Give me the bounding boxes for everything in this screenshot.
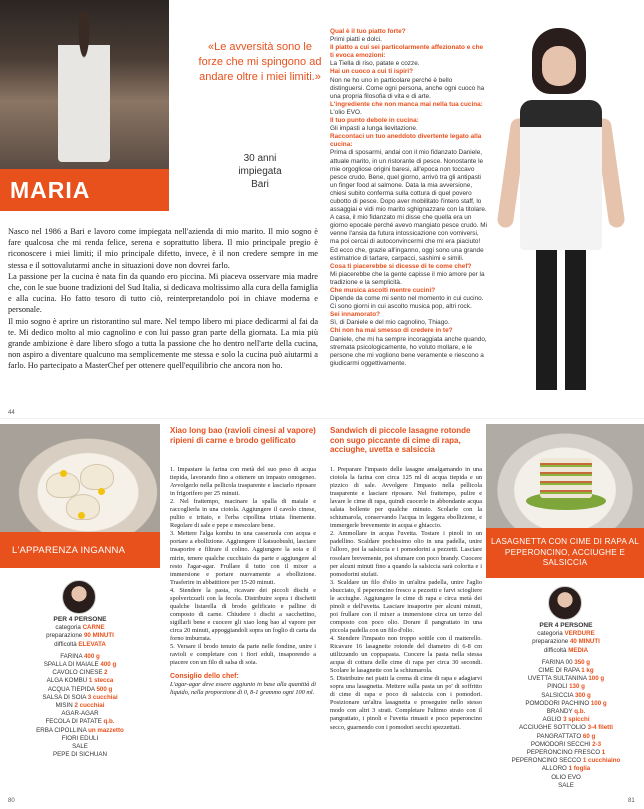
- portrait-apron: [520, 100, 602, 250]
- answer: Gli impasti a lunga lievitazione.: [330, 125, 418, 133]
- ingredient: BRANDY q.b.: [546, 708, 586, 716]
- meta-label: difficoltà: [543, 646, 567, 654]
- pull-quote: «Le avversità sono le forze che mi spingono ad andare oltre i miei limiti.»: [198, 41, 322, 83]
- recipe-step: 1. Impastare la farina con metà del suo peso di acqua tiepida, lavorando fino a ottenere un impasto omogeneo. Avvolgerlo nella pellicola trasparente e lasciarlo riposare in frigorifero per 25 minuti.: [170, 466, 316, 498]
- meta-prep: [500, 638, 632, 646]
- recipe-step: 5. Versare il brodo tenuto da parte nelle fondine, unire i ravioli e completare con i fiori eduli, insaporendo a piacere con un filo di salsa di soia.: [170, 643, 316, 667]
- recipe-step: 4. Stendere la pasta, ricavare dei piccoli dischi e spolverizzarli con la fecola. Distribuire sopra i dischetti qualche listarella di brodo gelificato e palline di composto di carne. Chiudere i dischi a sacchettino, sigillarli bene e cuocere gli xiao long bao al vapore per circa 20 minuti, appoggiandoli sopra un foglio di carta da forno imburrata.: [170, 586, 316, 642]
- question: Sei innamorato?: [330, 311, 381, 319]
- biography: [8, 226, 318, 372]
- ingredient: POMODORI PACHINO 100 g: [525, 699, 607, 707]
- recipe-step: 4. Stendere l'impasto non troppo sottile con il matterello. Ricavare 16 lasagnette rotonde del diametro di 6-8 cm utilizzando un coppapasta. Cuocere la pasta nella stessa acqua di cottura delle cime di rapa per circa 30 secondi. Scolare le lasagnette con la schiumarola.: [330, 634, 482, 675]
- portrait-face: [542, 46, 576, 86]
- meta-category: [14, 624, 146, 632]
- meta-difficulty: [14, 641, 146, 649]
- ingredient: ALGA KOMBU 1 stecca: [46, 677, 114, 685]
- ingredient: ALLORO 1 foglia: [541, 765, 591, 773]
- chef-avatar: [62, 580, 96, 614]
- answer: Daniele, che mi ha sempre incoraggiata anche quando, stremata psicologicamente, ho voluto mollare, e le persone che mi vogliono bene veramente e riescono a giudicarmi oggettivamente.: [330, 335, 487, 367]
- chef-tip: L'agar-agar deve essere aggiunto in base alla quantità di liquido, nella proporzione di 0, 8-1 grammo ogni 100 ml.: [170, 681, 316, 697]
- ingredient: ERBA CIPOLLINA un mazzetto: [36, 726, 124, 734]
- edible-flower: [60, 470, 67, 477]
- question: Il tuo punto debole in cucina:: [330, 117, 419, 125]
- dish-photo-xiao-long-bao: [0, 424, 160, 548]
- answer: Prima di sposarmi, andai con il mio fidanzato Daniele, attuale marito, in un ristorante di pesce. Nonostante le mie orgogliose origini baresi, all'epoca non toccavo pesce crudo. Bene, quel giorno, arrivò tra gli antipasti un finger food al salmone. Data la mia avversione, chiesi subito conferma sulla cottura di quel povero cubotto di pesce. Dopo aver mobilitato l'intero staff, lo assaggiai e vidi mio marito sghignazzare con la titolare. A casa, il mio fidanzato mi disse che quella era un giorno epocale perché avevo mangiato pesce crudo. Mi venne l'ansia da futura intossicazione con vomiversi, ma poi cercai di autoconvincermi che mi era piaciuto! Ed ecco che, grazie all'inganno, oggi sono una grande estimatrice di tartare, carpacci, sashimi e simili.: [330, 149, 488, 262]
- ingredient: MISIN 2 cucchiai: [55, 702, 105, 710]
- edible-flower: [78, 512, 85, 519]
- recipe-step: 1. Preparare l'impasto delle lasagne amalgamando in una ciotola la farina con circa 125 ml di acqua tiepida e un pizzico di sale. Avvolgere l'impasto nella pellicola trasparente e lasciare riposare. Nel frattempo, pulire e lavare le cime di rapa, quindi cuocerle in abbondante acqua salata bollente per qualche minuto. Scolarle con la schiumarola, conservando l'acqua in leggera ebollizione, e immergerle brevemente in acqua e ghiaccio.: [330, 466, 482, 530]
- bio-paragraph: Il mio sogno è aprire un ristorantino sul mare. Nel tempo libero mi piace dedicarmi al fai da te. Mi dedico molto al mio cagnolino e con lui passo gran parte della giornata. La mia più grande ambizione è dare libero sfogo a tutta la passione che ho dentro nell'arte della cucina, non aspiro a diventare qualcuno ma semplicemente me stessa e solo la cucina può aiutarmi a farlo. Ho partecipato a MasterChef per ottenere quell'equilibrio che ancora non ho.: [8, 316, 318, 371]
- qa-item: [330, 117, 488, 133]
- contestant-name: MARIA: [10, 176, 91, 203]
- qa-item: [330, 44, 488, 68]
- recipe-step: 2. Nel frattempo, macinare la spalla di maiale e raccoglierla in una ciotola. Aggiungere il cavolo cinese, pulito e tritato, e l'erba cipollina tritata finemente. Regolare di sale e pepe e mescolare bene.: [170, 498, 316, 530]
- question: Il piatto a cui sei particolarmente affezionato e che ti evoca emozioni:: [330, 44, 484, 60]
- meta-label: categoria: [537, 630, 563, 638]
- meta-difficulty: [500, 647, 632, 655]
- ingredient: FIORI EDULI: [61, 734, 99, 742]
- bio-paragraph: Nasco nel 1986 a Bari e lavoro come impiegata nell'azienda di mio marito. Il mio sogno è fare qualcosa che mi renda felice, serena e soprattutto libera. Il mio principale pregio è riconoscere i miei limiti; il mio principale difetto, invece, è il non credere sempre in me stessa e il sottovalutarmi anche in situazioni dove non dovrei farlo.: [8, 227, 318, 270]
- meta-label: difficoltà: [54, 640, 77, 648]
- qa-item: [330, 101, 488, 117]
- meta-prep: [14, 632, 146, 640]
- answer: Dipende da come mi sento nel momento in cui cucino. Ci sono giorni in cui ascolto musica pop, altri rock.: [330, 295, 484, 311]
- qa-item: [330, 327, 488, 367]
- servings: PER 4 PERSONE: [539, 622, 593, 629]
- lasagna-stack: [540, 458, 592, 498]
- recipe-step: 3. Mettere l'alga kombu in una casseruola con acqua e portare a ebollizione. Aggiungere il katsuobushi, lasciare insaporire e filtrare il colino. Aggiungere la soia e il mirin, tenere qualche cucchiaio da parte e aggiungere al resto l'agar-agar. Frullare il tutto con il mixer a immersione e portare nuovamente a ebollizione. Trasferire in abbattitore per 15-20 minuti.: [170, 530, 316, 586]
- answer: Mi piacerebbe che la gente capisse il mio amore per la tradizione e la semplicità.: [330, 270, 485, 286]
- ingredient: ACCIUGHE SOTT'OLIO 3-4 filetti: [518, 724, 614, 732]
- qa-item: [330, 287, 488, 311]
- dish-banner: [0, 532, 160, 568]
- page-number: 81: [628, 798, 635, 804]
- meta-label: preparazione: [532, 638, 569, 646]
- question: Che musica ascolti mentre cucini?: [330, 287, 436, 294]
- question: Qual è il tuo piatto forte?: [330, 28, 406, 35]
- ingredient: UVETTA SULTANINA 100 g: [527, 675, 605, 683]
- meta-label: categoria: [55, 624, 81, 632]
- recipe-steps: [330, 466, 482, 732]
- dish-photo-lasagnetta: [486, 424, 644, 534]
- ingredient: AGAR-AGAR: [61, 710, 99, 718]
- ingredient: SALSA DI SOIA 3 cucchiai: [42, 693, 118, 701]
- meta-value: 40 MINUTI: [569, 638, 600, 646]
- job: impiegata: [238, 166, 282, 177]
- ingredient: FECOLA DI PATATE q.b.: [45, 718, 115, 726]
- meta-value: VERDURE: [564, 630, 595, 638]
- ingredient: FARINA 400 g: [60, 652, 100, 660]
- ingredient: CAVOLO CINESE 2: [52, 669, 108, 677]
- answer: Non ne ho uno in particolare perché è bello distinguersi. Come ogni persona, anche ogni cuoco ha una propria filosofia di vita e di arte.: [330, 76, 485, 100]
- answer: Sì, di Daniele e del mio cagnolino, Thiago.: [330, 319, 450, 327]
- contestant-info: [198, 152, 322, 191]
- portrait-legs: [536, 250, 586, 390]
- ingredient: FARINA 00 350 g: [541, 658, 591, 666]
- servings: PER 4 PERSONE: [53, 616, 107, 623]
- bio-paragraph: La passione per la cucina è nata fin da quando ero piccina. Mi piaceva osservare mia madre che, con le sue buone tradizioni del Sud Italia, si dedicava moltissimo alla cura della famiglia e alla cucina. Ho fatto tesoro di tutto ciò, reinterpretandolo poi in chiave moderna e personale.: [8, 271, 318, 315]
- spread-divider: [0, 418, 644, 419]
- ingredient: PEPERONCINO SECCO 1 cucchiaino: [511, 757, 621, 765]
- contestant-portrait: [488, 22, 638, 402]
- interview: [330, 28, 488, 368]
- edible-flower: [98, 488, 105, 495]
- answer: L'olio EVO.: [330, 108, 362, 116]
- ingredient: ACQUA TIEPIDA 500 g: [47, 685, 113, 693]
- meta-label: preparazione: [46, 632, 83, 640]
- ingredient: SALE: [72, 743, 88, 751]
- ingredient: OLIO EVO: [551, 773, 581, 781]
- ingredient: PEPERONCINO FRESCO 1: [526, 749, 606, 757]
- question: Cosa ti piacerebbe si dicesse di te come chef?: [330, 262, 472, 270]
- question: Hai un cuoco a cui ti ispiri?: [330, 68, 414, 76]
- qa-item: [330, 133, 488, 263]
- recipe-step: 3. Scaldare un filo d'olio in un'altra padella, unire l'aglio sbucciato, il peperoncino fresco a pezzetti e farvi sciogliere le acciughe. Aggiungere le cime di rapa e circa metà dei pinoli e dell'uvetta. Lasciare insaporire per alcuni minuti, poi frullare con il mixer a immersione circa un terzo del composto con poco olio. Dorare il pangrattato in una piccola padella con un filo d'olio.: [330, 578, 482, 634]
- meta-value: CARNE: [82, 624, 105, 632]
- ingredient: SALSICCIA 300 g: [541, 691, 591, 699]
- age: 30 anni: [243, 153, 277, 164]
- qa-item: [330, 311, 488, 327]
- ingredient: AGLIO 3 spicchi: [542, 716, 590, 724]
- meta-value: ELEVATA: [78, 640, 106, 648]
- dish-name: L'APPARENZA INGANNA: [12, 544, 126, 556]
- ingredient: SALE: [558, 781, 574, 789]
- ingredient: SPALLA DI MAIALE 400 g: [43, 661, 117, 669]
- ingredient: PINOLI 130 g: [547, 683, 585, 691]
- kitchen-photo: [0, 0, 169, 169]
- chef-tip-title: Consiglio dello chef:: [170, 673, 239, 681]
- contestant-figure: [58, 12, 110, 162]
- city: Bari: [251, 179, 269, 190]
- ingredient: CIME DI RAPA 1 kg: [538, 667, 594, 675]
- ingredient: POMODORI SECCHI 2-3: [530, 740, 602, 748]
- dish-name: LASAGNETTA CON CIME DI RAPA AL PEPERONCINO, ACCIUGHE E SALSICCIA: [490, 537, 640, 568]
- meta-value: MEDIA: [568, 646, 589, 654]
- recipe-steps: [170, 466, 316, 697]
- ingredient-list: [500, 622, 632, 790]
- question: Raccontaci un tuo aneddoto divertente legato alla cucina:: [330, 133, 482, 149]
- ingredient: PEPE DI SICHUAN: [53, 751, 107, 759]
- answer: Primi piatti e dolci.: [330, 36, 382, 44]
- name-banner: [0, 169, 169, 211]
- ingredient: PANGRATTATO 60 g: [536, 732, 596, 740]
- chef-avatar: [548, 586, 582, 620]
- page-number: 80: [8, 798, 15, 804]
- question: L'ingrediente che non manca mai nella tua cucina:: [330, 100, 483, 108]
- recipe-step: 5. Distribuire nei piatti la crema di cime di rapa e adagiarvi sopra una lasagnetta. Mettere sulla pasta un po' di soffritto di cime di rapa e poco di salsiccia con i pomodori. Posizionare un'altra lasagnetta e proseguire nello stesso modo con altri 3 strati. Completare l'ultimo strato con il pangrattato, i pinoli e l'uvetta rimasti e poco peperoncino secco, guarnendo con i pomodori secchi spezzettati.: [330, 675, 482, 731]
- recipe-title: Sandwich di piccole lasagne rotonde con sugo piccante di cime di rapa, acciughe, uvetta e salsiccia: [330, 426, 471, 455]
- dish-banner: [486, 528, 644, 578]
- qa-item: [330, 28, 488, 44]
- dumpling: [80, 464, 114, 490]
- page-number: 44: [8, 410, 15, 416]
- qa-item: [330, 68, 488, 100]
- answer: La Tiella di riso, patate e cozze.: [330, 60, 420, 68]
- question: Chi non ha mai smesso di credere in te?: [330, 327, 453, 335]
- recipe-title: Xiao long bao (ravioli cinesi al vapore) ripieni di carne e brodo gelificato: [170, 426, 316, 445]
- ingredient-list: [14, 616, 146, 759]
- qa-item: [330, 263, 488, 287]
- meta-value: 90 MINUTI: [83, 632, 114, 640]
- meta-category: [500, 630, 632, 638]
- recipe-step: 2. Ammollare in acqua l'uvetta. Tostare i pinoli in un padellino. Scaldare pochissimo olio in una padella, unire l'alloro, poi la salsiccia e i pomodorini a pezzetti. Lasciare rosolare brevemente, poi sfumare con poco brandy. Cuocere per alcuni minuti fino a quando la salsiccia sarà colorita e i pomodorini stufati.: [330, 530, 482, 578]
